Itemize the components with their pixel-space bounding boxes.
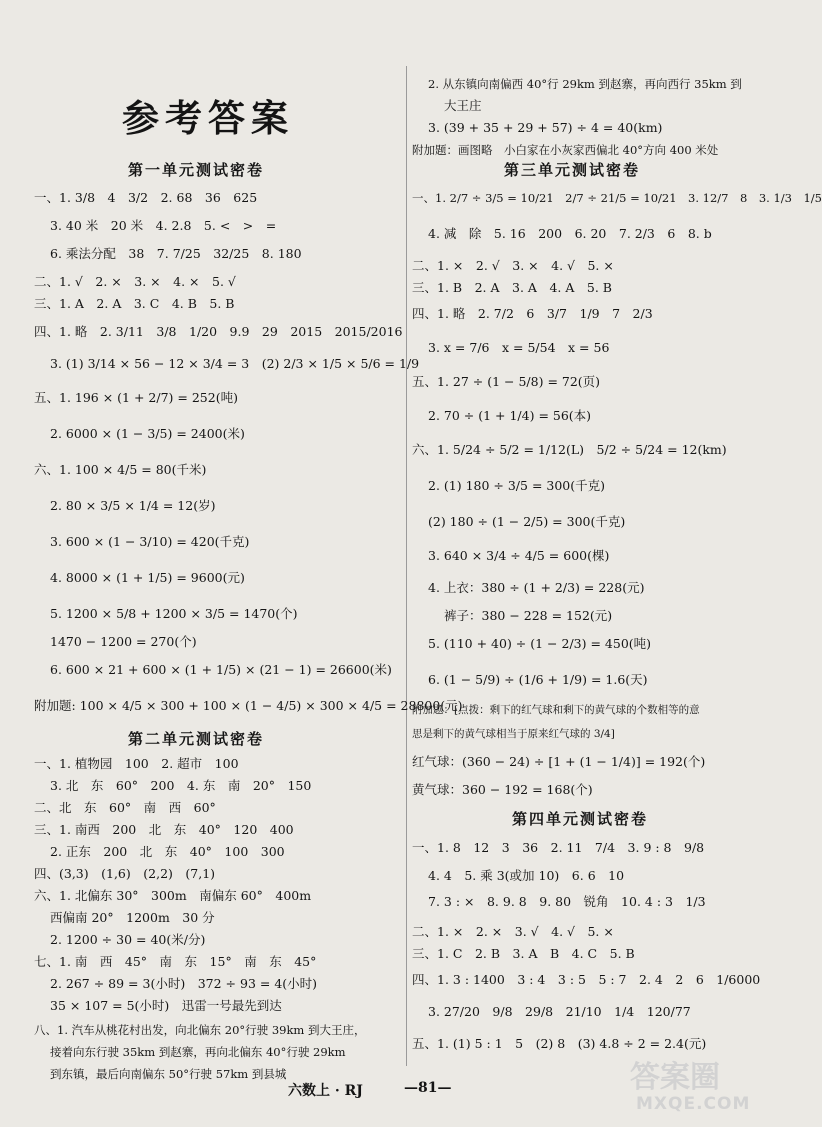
u3-line-9: 六、1. 5/24 ÷ 5/2 = 1/12(L) 5/2 ÷ 5/24 = 12(km) xyxy=(412,442,727,457)
unit4-heading: 第四单元测试密卷 xyxy=(512,810,649,828)
u3-line-13: 4. 上衣：380 ÷ (1 + 2/3) = 228(元) xyxy=(428,580,645,595)
u1-line-6: 四、1. 略 2. 3/11 3/8 1/20 9.9 29 2015 2015/2016 xyxy=(34,324,403,339)
u2-line-5: 2. 正东 200 北 东 40° 100 300 xyxy=(50,844,285,859)
u3-line-12: 3. 640 × 3/4 ÷ 4/5 = 600(棵) xyxy=(428,548,610,563)
u4-line-5: 三、1. C 2. B 3. A B 4. C 5. B xyxy=(412,946,635,961)
u4-line-3: 7. 3 : × 8. 9. 8 9. 80 锐角 10. 4 : 3 1/3 xyxy=(428,894,706,909)
u2-line-11: 2. 267 ÷ 89 = 3(小时) 372 ÷ 93 = 4(小时) xyxy=(50,976,318,991)
u2-line-13: 八、1. 汽车从桃花村出发，向北偏东 20°行驶 39km 到大王庄， xyxy=(34,1023,366,1037)
u3-line-3: 二、1. × 2. √ 3. × 4. √ 5. × xyxy=(412,258,614,273)
u3-line-16: 6. (1 − 5/9) ÷ (1/6 + 1/9) = 1.6(天) xyxy=(428,672,648,687)
u3-extra-2: 思是剩下的黄气球相当于原来红气球的 3/4] xyxy=(412,728,615,740)
u3-line-1: 一、1. 2/7 ÷ 3/5 = 10/21 2/7 ÷ 21/5 = 10/21 3. 12/7 8 3. 1/3 1/5 xyxy=(412,191,822,205)
u2-line-2: 3. 北 东 60° 200 4. 东 南 20° 150 xyxy=(50,778,312,793)
r-top-line-2: 大王庄 xyxy=(444,98,482,113)
watermark-logo: 答案圈 xyxy=(630,1060,720,1095)
u1-line-2: 3. 40 米 20 米 4. 2.8 5. < > = xyxy=(50,218,277,233)
u2-line-3: 二、北 东 60° 南 西 60° xyxy=(34,800,216,815)
u4-line-4: 二、1. × 2. × 3. √ 4. √ 5. × xyxy=(412,924,614,939)
column-divider xyxy=(406,66,407,1066)
page-title: 参考答案 xyxy=(122,96,294,140)
u3-line-2: 4. 减 除 5. 16 200 6. 20 7. 2/3 6 8. b xyxy=(428,226,712,241)
r-top-line-3: 3. (39 + 35 + 29 + 57) ÷ 4 = 40(km) xyxy=(428,120,663,135)
u1-line-7: 3. (1) 3/14 × 56 − 12 × 3/4 = 3 (2) 2/3 × 1/5 × 5/6 = 1/9 xyxy=(50,356,420,371)
u1-line-11: 2. 80 × 3/5 × 1/4 = 12(岁) xyxy=(50,498,216,513)
u2-line-12: 35 × 107 = 5(小时) 迅雷一号最先到达 xyxy=(50,998,282,1013)
u1-line-3: 6. 乘法分配 38 7. 7/25 32/25 8. 180 xyxy=(50,246,302,261)
u2-line-6: 四、(3,3) (1,6) (2,2) (7,1) xyxy=(34,866,216,881)
u1-line-9: 2. 6000 × (1 − 3/5) = 2400(米) xyxy=(50,426,245,441)
u3-extra-3: 红气球：(360 − 24) ÷ [1 + (1 − 1/4)] = 192(个) xyxy=(412,754,706,769)
u2-line-9: 2. 1200 ÷ 30 = 40(米/分) xyxy=(50,932,206,947)
u4-line-6: 四、1. 3 : 1400 3 : 4 3 : 5 5 : 7 2. 4 2 6 1/6000 xyxy=(412,972,761,987)
u4-line-7: 3. 27/20 9/8 29/8 21/10 1/4 120/77 xyxy=(428,1004,691,1019)
u3-line-10: 2. (1) 180 ÷ 3/5 = 300(千克) xyxy=(428,478,606,493)
u3-line-6: 3. x = 7/6 x = 5/54 x = 56 xyxy=(428,340,610,355)
u4-line-8: 五、1. (1) 5 : 1 5 (2) 8 (3) 4.8 ÷ 2 = 2.4(元) xyxy=(412,1036,707,1051)
u1-line-1: 一、1. 3/8 4 3/2 2. 68 36 625 xyxy=(34,190,258,205)
u2-line-10: 七、1. 南 西 45° 南 东 15° 南 东 45° xyxy=(34,954,317,969)
u2-line-15: 到东镇，最后向南偏东 50°行驶 57km 到县城 xyxy=(50,1067,287,1081)
u1-line-16: 6. 600 × 21 + 600 × (1 + 1/5) × (21 − 1) = 26600(米) xyxy=(50,662,392,677)
u3-line-14: 裤子：380 − 228 = 152(元) xyxy=(444,608,613,623)
u1-line-14: 5. 1200 × 5/8 + 1200 × 3/5 = 1470(个) xyxy=(50,606,298,621)
u4-line-1: 一、1. 8 12 3 36 2. 11 7/4 3. 9 : 8 9/8 xyxy=(412,840,705,855)
u3-line-7: 五、1. 27 ÷ (1 − 5/8) = 72(页) xyxy=(412,374,601,389)
u1-line-4: 二、1. √ 2. × 3. × 4. × 5. √ xyxy=(34,274,236,289)
u2-line-4: 三、1. 南西 200 北 东 40° 120 400 xyxy=(34,822,294,837)
footer-label: 六数上 · RJ xyxy=(288,1083,363,1099)
u3-line-4: 三、1. B 2. A 3. A 4. A 5. B xyxy=(412,280,612,295)
r-top-line-1: 2. 从东镇向南偏西 40°行 29km 到赵寨，再向西行 35km 到 xyxy=(428,77,742,91)
u3-extra-1: 附加题：[点拨：剩下的红气球和剩下的黄气球的个数相等的意 xyxy=(412,704,700,716)
u3-line-11: (2) 180 ÷ (1 − 2/5) = 300(千克) xyxy=(428,514,626,529)
u1-line-5: 三、1. A 2. A 3. C 4. B 5. B xyxy=(34,296,235,311)
u1-line-13: 4. 8000 × (1 + 1/5) = 9600(元) xyxy=(50,570,245,585)
u1-extra: 附加题: 100 × 4/5 × 300 + 100 × (1 − 4/5) × 300 × 4/5 = 28800(元) xyxy=(34,698,463,713)
u2-line-7: 六、1. 北偏东 30° 300m 南偏东 60° 400m xyxy=(34,888,312,903)
u3-line-5: 四、1. 略 2. 7/2 6 3/7 1/9 7 2/3 xyxy=(412,306,653,321)
watermark-url: MXQE.COM xyxy=(636,1094,751,1114)
unit2-heading: 第二单元测试密卷 xyxy=(128,730,265,748)
page-number: —81— xyxy=(404,1080,452,1096)
unit1-heading: 第一单元测试密卷 xyxy=(128,161,265,179)
u1-line-12: 3. 600 × (1 − 3/10) = 420(千克) xyxy=(50,534,250,549)
u1-line-8: 五、1. 196 × (1 + 2/7) = 252(吨) xyxy=(34,390,238,405)
unit3-heading: 第三单元测试密卷 xyxy=(504,161,641,179)
u3-line-8: 2. 70 ÷ (1 + 1/4) = 56(本) xyxy=(428,408,592,423)
u3-extra-4: 黄气球：360 − 192 = 168(个) xyxy=(412,782,593,797)
u2-line-14: 接着向东行驶 35km 到赵寨，再向北偏东 40°行驶 29km xyxy=(50,1045,346,1059)
u3-line-15: 5. (110 + 40) ÷ (1 − 2/3) = 450(吨) xyxy=(428,636,652,651)
u1-line-10: 六、1. 100 × 4/5 = 80(千米) xyxy=(34,462,207,477)
u2-line-1: 一、1. 植物园 100 2. 超市 100 xyxy=(34,756,239,771)
u1-line-15: 1470 − 1200 = 270(个) xyxy=(50,634,197,649)
u2-line-8: 西偏南 20° 1200m 30 分 xyxy=(50,910,215,925)
u4-line-2: 4. 4 5. 乘 3(或加 10) 6. 6 10 xyxy=(428,868,625,883)
r-top-line-4: 附加题：画图略 小白家在小灰家西偏北 40°方向 400 米处 xyxy=(412,143,719,157)
